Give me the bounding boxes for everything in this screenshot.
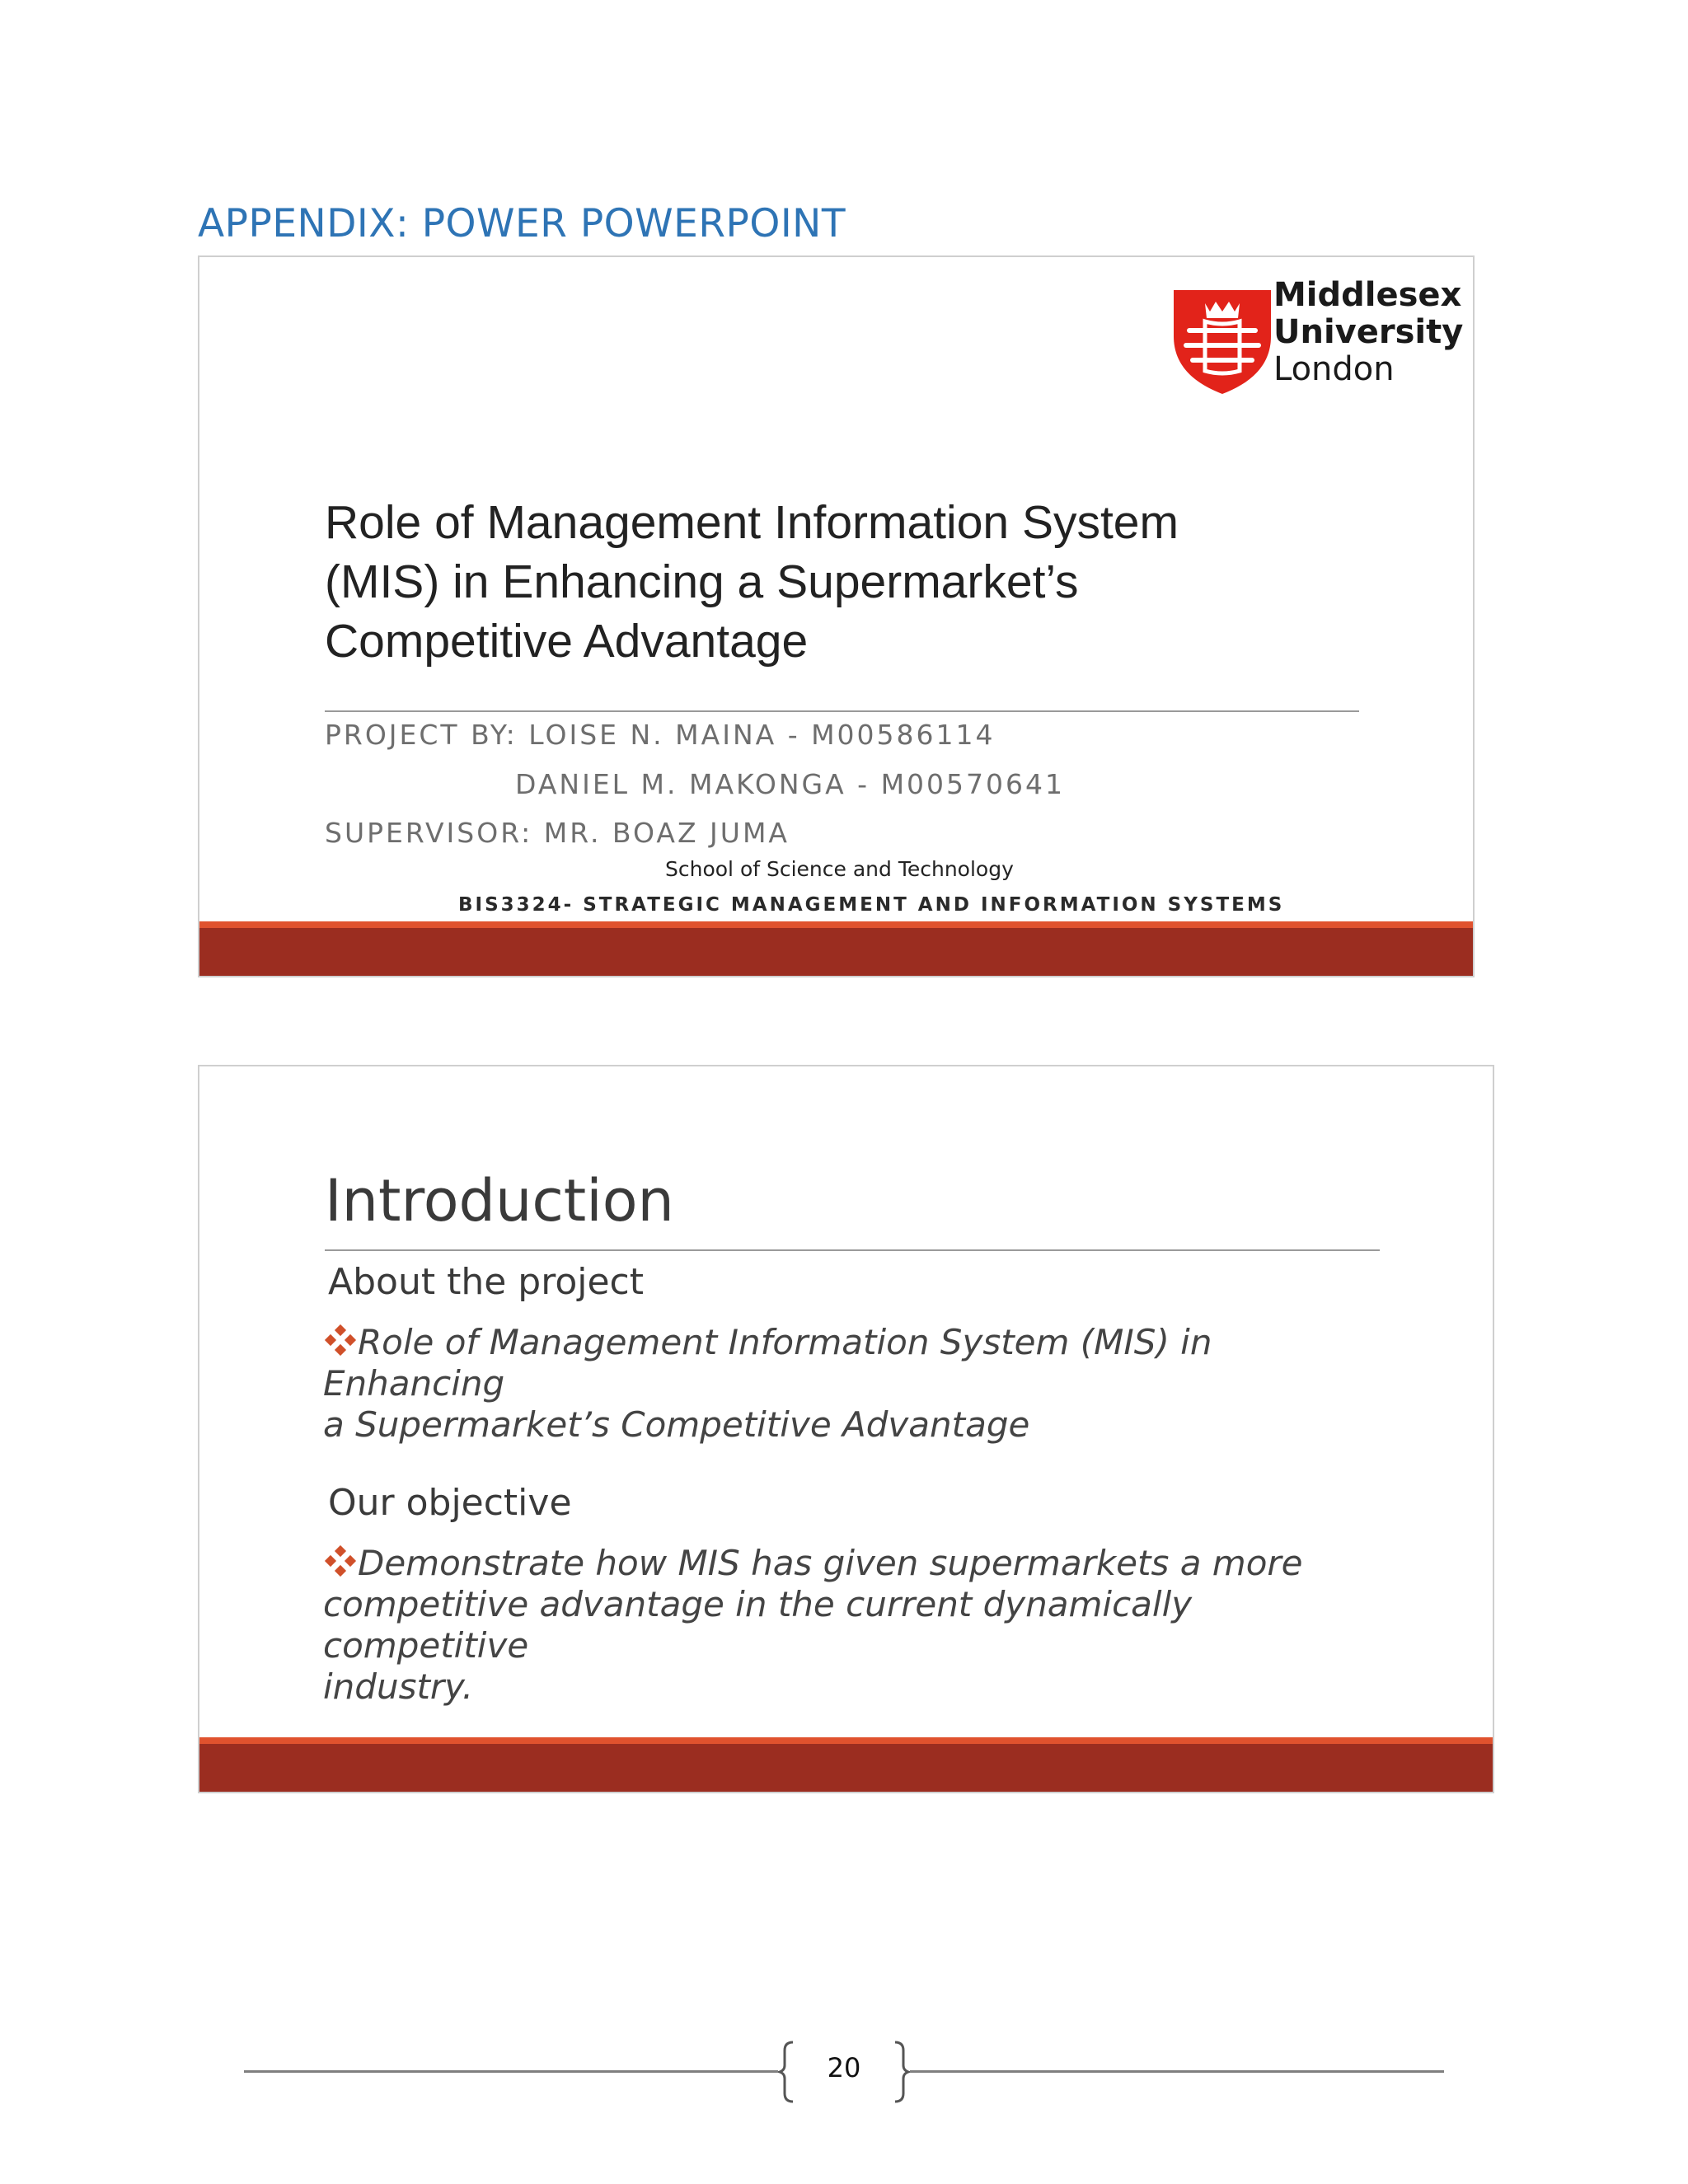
section-heading: About the project — [328, 1261, 644, 1303]
accent-bar — [199, 928, 1473, 977]
right-brace-icon — [893, 2041, 910, 2103]
bullet-text: Demonstrate how MIS has given supermarkets a more — [358, 1543, 1303, 1583]
title-line: (MIS) in Enhancing a Supermarket’s — [325, 555, 1079, 608]
bullet-item — [323, 1543, 1378, 1708]
bullet-text: a Supermarket’s Competitive Advantage — [323, 1404, 1030, 1445]
bullet-text: industry. — [323, 1666, 474, 1707]
logo-line-2: University — [1273, 313, 1464, 351]
left-brace-icon — [778, 2041, 795, 2103]
logo-line-3: London — [1273, 350, 1395, 388]
title-line: Competitive Advantage — [325, 615, 809, 668]
slide-title-text — [325, 493, 1396, 671]
slide-title — [198, 255, 1475, 977]
accent-stripe — [199, 921, 1473, 928]
footer-rule-left — [244, 2070, 778, 2073]
page-number: 20 — [827, 2052, 861, 2083]
bullet-text: competitive advantage in the current dynamically competitive — [323, 1584, 1193, 1666]
supervisor: SUPERVISOR: MR. BOAZ JUMA — [325, 817, 790, 849]
school-name: School of Science and Technology — [665, 857, 1014, 881]
footer-rule-right — [910, 2070, 1444, 2073]
logo-line-1: Middlesex — [1273, 276, 1462, 314]
appendix-heading: APPENDIX: POWER POWERPOINT — [198, 201, 846, 246]
project-by: PROJECT BY: LOISE N. MAINA - M00586114 — [325, 719, 996, 751]
bullet-item — [323, 1322, 1378, 1446]
diamond-bullet-icon — [323, 1324, 358, 1356]
section-heading: Our objective — [328, 1482, 572, 1524]
team-member: DANIEL M. MAKONGA - M00570641 — [515, 768, 1066, 800]
accent-bar — [199, 1744, 1493, 1793]
diamond-bullet-icon — [323, 1545, 358, 1577]
title-divider — [325, 710, 1359, 712]
shield-icon — [1174, 290, 1271, 394]
course-name: BIS3324- STRATEGIC MANAGEMENT AND INFORMATION SYSTEMS — [458, 894, 1285, 916]
slide-heading: Introduction — [325, 1167, 674, 1235]
slide-introduction — [198, 1065, 1494, 1793]
title-line: Role of Management Information System — [325, 496, 1179, 549]
accent-stripe — [199, 1737, 1493, 1744]
logo-wordmark — [1273, 277, 1463, 388]
heading-divider — [325, 1249, 1380, 1251]
bullet-text: Role of Management Information System (MIS) in Enhancing — [323, 1322, 1212, 1404]
